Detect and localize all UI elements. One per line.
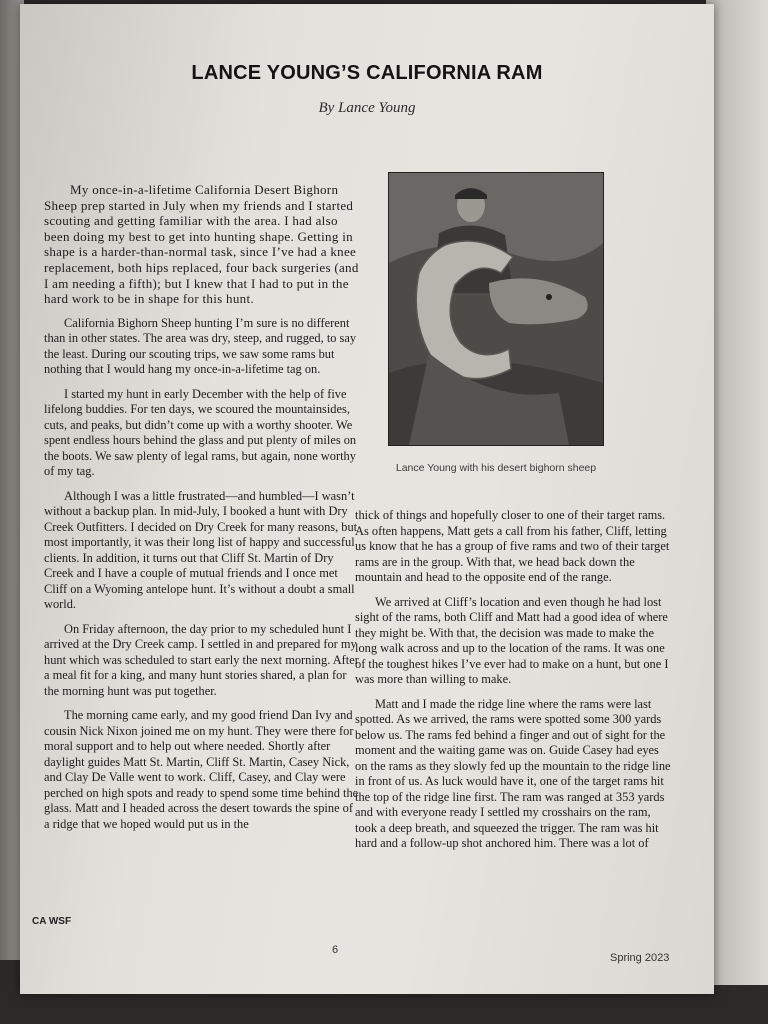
left-column (44, 182, 360, 841)
article-byline: By Lance Young (318, 100, 416, 116)
paragraph: California Bighorn Sheep hunting I’m sure is no different than in other states. The area was dry, steep, and rugged, to say the least. During our scouting trips, we saw some rams but nothing that I would hang my once-in-a-lifetime tag on. (44, 315, 357, 377)
article-title: LANCE YOUNG’S CALIFORNIA RAM (191, 62, 543, 84)
footer-organization: CA WSF (32, 916, 72, 927)
right-column (355, 508, 671, 861)
photo-illustration (389, 173, 603, 445)
paragraph: Matt and I made the ridge line where the rams were last spotted. As we arrived, the rams were spotted some 300 yards below us. The rams fed behind a finger and out of sight for the moment and the waiting game was on. Guide Casey had eyes on the rams as they slowly fed up the mountain to the ridge line in front of us. As luck would have it, one of the target rams hit the top of the ridge line first. The ram was ranged at 353 yards and with everyone ready I settled my crosshairs on the ram, took a deep breath, and squeezed the trigger. The ram was hit hard and a follow-up shot anchored him. There was a lot of (355, 696, 671, 850)
photo-caption: Lance Young with his desert bighorn sheep (395, 462, 597, 474)
page-number: 6 (331, 944, 339, 956)
hunter-with-ram-photo (388, 172, 604, 446)
magazine-page (20, 4, 714, 994)
paragraph: We arrived at Cliff’s location and even though he had lost sight of the rams, both Cliff and Matt had a good idea of where they might be. With that, the decision was made to make the long walk across and up to the location of the rams. It was one of the toughest hikes I’ve ever had to make on a hunt, but one I was more than willing to make. (355, 594, 669, 686)
paragraph: On Friday afternoon, the day prior to my scheduled hunt I arrived at the Dry Creek camp. I settled in and prepared for my hunt which was scheduled to start early the next morning. After a meal fit for a king, and many hunt stories shared, a plan for the morning hunt was put together. (44, 621, 359, 698)
paragraph: thick of things and hopefully closer to one of their target rams. As often happens, Matt gets a call from his father, Cliff, letting us know that he has a group of five rams and two of their target rams are in the group. With that, we head back down the mountain and head to the opposite end of the range. (355, 508, 670, 584)
issue-label: Spring 2023 (610, 952, 670, 964)
paragraph: My once-in-a-lifetime California Desert Bighorn Sheep prep started in July when my friends and I started scouting and getting familiar with the area. I had also been doing my best to get into hunting shape. Getting in shape is a harder-than-normal task, since I’ve had a knee replacement, both hips replaced, four back surgeries (and I am needing a fifth); but I knew that I had to put in the hard work to be in shape for this hunt. (44, 182, 359, 307)
paragraph: I started my hunt in early December with the help of five lifelong buddies. For ten days, we scoured the mountainsides, cuts, and peaks, but didn’t come up with a worthy shooter. We spent endless hours behind the glass and put plenty of miles on the boots. We saw plenty of legal rams, but again, none worthy of my tag. (44, 386, 357, 479)
next-page-edge (706, 0, 768, 985)
paragraph: The morning came early, and my good friend Dan Ivy and cousin Nick Nixon joined me on my hunt. They were there for moral support and to help out where needed. Shortly after daylight guides Matt St. Martin, Cliff St. Martin, Casey Nick, and Clay De Valle went to work. Cliff, Casey, and Clay were perched on high spots and ready to spend some time behind the glass. Matt and I headed across the desert towards the spine of a ridge that we hoped would put us in the (44, 708, 359, 831)
paragraph: Although I was a little frustrated—and humbled—I wasn’t without a backup plan. In mid-July, I booked a hunt with Dry Creek Outfitters. I decided on Dry Creek for many reasons, but most importantly, it was their long list of happy and successful clients. In addition, it turns out that Cliff St. Martin of Dry Creek and I have a couple of mutual friends and I once met Cliff on a Wyoming antelope hunt. It’s without a doubt a small world. (44, 488, 358, 612)
